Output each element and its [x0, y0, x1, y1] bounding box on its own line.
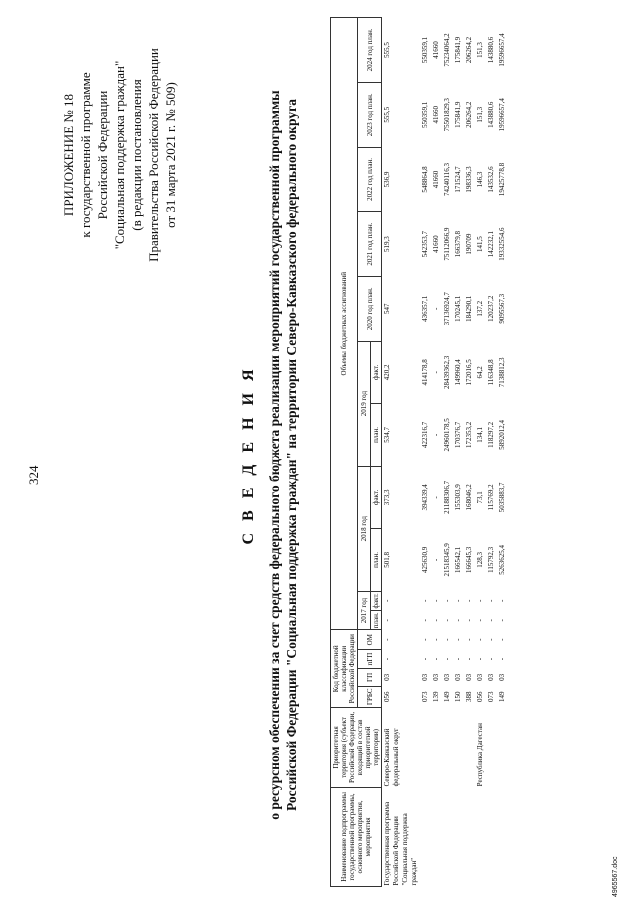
table-cell-pgp: - [383, 657, 391, 661]
table-cell-territory [497, 708, 508, 788]
table-cell-v22: 19425778,8 [498, 162, 506, 197]
table-cell-f18: 73,1 [476, 491, 484, 504]
table-cell-p17: - [465, 619, 473, 622]
table-cell-f19: - [432, 371, 440, 374]
table-cell-name [486, 787, 497, 886]
table-cell-f17: - [465, 599, 473, 603]
table-cell-v21: 75112066,9 [443, 227, 451, 261]
table-cell-om: - [465, 638, 473, 641]
table-row [497, 18, 508, 887]
table-row [420, 18, 431, 887]
code-pgp-header: пГП [358, 649, 382, 668]
table-cell-f18: 21188306,7 [443, 480, 451, 514]
page-number: 324 [26, 465, 41, 485]
table-cell-om: - [487, 638, 495, 641]
document-title [240, 45, 300, 865]
table-cell-v24: 555,5 [383, 42, 391, 58]
table-cell-v23: 550359,1 [421, 101, 429, 128]
table-cell-v20: 436357,1 [421, 295, 429, 322]
table-cell-v22: 171524,7 [454, 166, 462, 193]
table-cell-v20: 37136924,7 [443, 292, 451, 326]
year-2018-header: 2018 год [358, 466, 371, 591]
table-cell-f17: - [383, 599, 391, 603]
table-cell-territory [464, 708, 475, 788]
table-cell-v22: 198336,3 [465, 166, 473, 193]
table-cell-f18: 373,3 [383, 489, 391, 506]
table-cell-p17: - [454, 619, 462, 622]
table-cell-p19: 134,1 [476, 427, 484, 443]
table-cell-v23: 206264,2 [465, 101, 473, 128]
table-cell-pgp: - [421, 657, 429, 661]
code-grbs-header: ГРБС [358, 686, 382, 708]
year-2022-header: 2022 год план. [358, 147, 382, 212]
table-cell-f18: 168046,2 [465, 484, 473, 511]
table-cell-p18: 425630,9 [421, 546, 429, 574]
table-cell-f17: - [443, 599, 451, 603]
col-code-header: Код бюджетной классификации Российской Федерации [331, 630, 358, 708]
table-cell-p18: 115792,3 [487, 546, 495, 573]
table-cell-grbs: 073 [487, 691, 495, 703]
table-cell-v20: 9095567,3 [498, 293, 506, 324]
table-cell-territory: Северо-Кавказский федеральный округ [383, 728, 400, 787]
table-cell-v22: 146,3 [476, 171, 484, 188]
table-cell-pgp: - [454, 657, 462, 661]
table-cell-territory: Республика Дагестан [476, 723, 484, 787]
table-cell-gp: 03 [421, 673, 429, 681]
table-cell-f19: 149960,4 [454, 359, 462, 386]
table-cell-gp: 03 [432, 673, 440, 681]
table-cell-p17: - [498, 619, 506, 622]
table-cell-v23: 175841,9 [454, 101, 462, 128]
table-cell-v22: 536,9 [383, 171, 391, 188]
table-cell-om: - [498, 638, 506, 641]
table-cell-f17: - [498, 599, 506, 603]
plan-2019-header: план. [371, 404, 382, 467]
table-cell-p18: 166645,3 [465, 546, 473, 574]
fact-2019-header: факт. [371, 341, 382, 404]
table-cell-grbs: 150 [454, 691, 462, 703]
table-cell-p19: 118297,2 [487, 421, 495, 448]
table-cell-v24: 175841,9 [454, 36, 462, 64]
table-cell-f18: 115769,2 [487, 484, 495, 511]
table-cell-v24: 19596657,4 [498, 33, 506, 67]
table-cell-v22: 143532,6 [487, 166, 495, 193]
table-cell-name [431, 787, 442, 886]
table-cell-f17: - [476, 599, 484, 603]
table-cell-f19: 28439362,3 [443, 355, 451, 389]
table-cell-name [497, 787, 508, 886]
table-cell-v21: 142232,1 [487, 230, 495, 258]
table-cell-f18: 155303,9 [454, 484, 462, 511]
table-cell-f18: 394339,4 [421, 484, 429, 511]
appendix-line: Правительства Российской Федерации [146, 48, 161, 262]
table-cell-name [453, 787, 464, 886]
table-cell-v22: 41660 [432, 170, 440, 189]
appendix-line: к государственной программе [78, 72, 93, 238]
table-body [382, 18, 509, 887]
table-cell-v21: 190709 [465, 233, 473, 255]
table-cell-pgp: - [476, 657, 484, 661]
table-row [464, 18, 475, 887]
code-gp-header: ГП [358, 669, 382, 686]
table-cell-f19: 414178,8 [421, 359, 429, 386]
year-2023-header: 2023 год план. [358, 82, 382, 147]
table-cell-p18: 5263625,4 [498, 545, 506, 575]
table-cell-f17: - [421, 599, 429, 603]
table-cell-gp: 03 [443, 673, 451, 681]
year-2021-header: 2021 год план. [358, 212, 382, 277]
table-cell-gp: 03 [498, 673, 506, 681]
table-cell-v20: 184290,1 [465, 295, 473, 322]
appendix-line: "Социальная поддержка граждан" [112, 60, 127, 250]
heading: С В Е Д Е Н И Я [240, 365, 257, 545]
year-2017-header: 2017 год [358, 591, 371, 630]
table-cell-gp: 03 [465, 673, 473, 681]
table-cell-f19: 420,2 [383, 364, 391, 381]
table-row [442, 18, 453, 887]
table-cell-name [420, 787, 431, 886]
table-cell-f18: 5035883,7 [498, 482, 506, 513]
appendix-line: Российской Федерации [95, 90, 110, 220]
table-cell-v23: 41660 [432, 106, 440, 124]
table-row [486, 18, 497, 887]
table-cell-territory [486, 708, 497, 788]
table-cell-p17: - [383, 619, 391, 622]
table-cell-gp: 03 [383, 673, 391, 681]
table-cell-v21: 141,5 [476, 236, 484, 252]
document-id: 4965567.doc [612, 856, 619, 897]
table-cell-grbs: 056 [383, 691, 391, 703]
table-cell-v20: 137,2 [476, 300, 484, 317]
col-volumes-header: Объемы бюджетных ассигнований [331, 18, 358, 630]
table-cell-v23: 143880,6 [487, 101, 495, 128]
table-cell-grbs: 388 [465, 691, 473, 703]
appendix-line: от 31 марта 2021 г. № 509) [163, 82, 178, 228]
table-cell-p18: 166542,1 [454, 546, 462, 574]
table-cell-p17: - [432, 619, 440, 622]
table-cell-p19: - [432, 433, 440, 437]
table-cell-v22: 74240116,3 [443, 162, 451, 196]
table-cell-v23: 151,3 [476, 106, 484, 123]
appendix-title: ПРИЛОЖЕНИЕ № 18 [61, 93, 76, 217]
table-cell-f19: 64,2 [476, 366, 484, 379]
table-cell-territory [420, 708, 431, 788]
table-row [382, 18, 421, 887]
fact-2018-header: факт. [371, 466, 382, 529]
table-cell-v24: 151,3 [476, 42, 484, 58]
fact-2017-header: факт. [371, 591, 382, 610]
table-cell-name [464, 787, 475, 886]
code-om-header: ОМ [358, 630, 382, 649]
table-cell-om: - [443, 638, 451, 641]
table-row [431, 18, 442, 887]
table-cell-grbs: 056 [476, 691, 484, 703]
table-cell-v20: - [432, 307, 440, 310]
appendix-block [60, 35, 179, 275]
subheading-line-1: о ресурсном обеспечении за счет средств федерального бюджета реализации мероприятий государственной программы [267, 90, 282, 820]
table-cell-v24: 143880,6 [487, 36, 495, 64]
table-cell-f19: 116348,8 [487, 359, 495, 386]
table-cell-gp: 03 [476, 673, 484, 681]
table-cell-gp: 03 [454, 673, 462, 681]
plan-2017-header: план. [372, 612, 380, 629]
table-cell-pgp: - [432, 657, 440, 661]
table-cell-p18: 501,8 [383, 552, 391, 568]
year-2019-header: 2019 год [358, 341, 371, 466]
table-cell-p19: 5892012,4 [498, 420, 506, 450]
table-cell-f17: - [487, 599, 495, 603]
table-cell-p19: 170376,7 [454, 421, 462, 449]
table-cell-v23: 19596657,4 [498, 98, 506, 132]
table-cell-territory [453, 708, 464, 788]
table-cell-f19: 7138812,3 [498, 357, 506, 388]
table-cell-p19: 172353,2 [465, 421, 473, 449]
table-cell-name [442, 787, 453, 886]
table-cell-p19: 534,7 [383, 427, 391, 443]
table-cell-v21: 41660 [432, 235, 440, 253]
table-cell-v24: 41660 [432, 41, 440, 59]
table-cell-v20: 547 [383, 303, 391, 315]
table-cell-grbs: 139 [432, 691, 440, 703]
year-2020-header: 2020 год план. [358, 276, 382, 341]
table-cell-f18: - [432, 496, 440, 499]
table-cell-p17: - [476, 619, 484, 622]
table-cell-p19: 422316,7 [421, 421, 429, 449]
table-cell-p18: - [432, 558, 440, 562]
table-cell-v21: 542353,7 [421, 230, 429, 258]
table-cell-om: - [454, 638, 462, 641]
col-name-header: Наименование подпрограммы государственной программы, основного мероприятия, мероприятия [331, 787, 382, 886]
plan-2018-header: план. [371, 529, 382, 592]
table-cell-v20: 120237,2 [487, 295, 495, 322]
table-cell-p17: - [487, 619, 495, 622]
table-cell-pgp: - [465, 657, 473, 661]
table-cell-p17: - [421, 619, 429, 622]
table-cell-p19: 24960178,5 [443, 418, 451, 452]
table-cell-v24: 550359,1 [421, 36, 429, 64]
col-territory-header: Приоритетная территория (субъект Российской Федерации, входящий в состав приоритетной территории) [331, 708, 382, 788]
appendix-line: (в редакции постановления [129, 79, 144, 231]
budget-table [330, 17, 508, 887]
table-cell-territory [442, 708, 453, 788]
table-cell-v21: 166379,8 [454, 230, 462, 258]
year-2024-header: 2024 год план. [358, 18, 382, 83]
table-cell-v22: 548864,8 [421, 166, 429, 193]
table-cell-pgp: - [443, 657, 451, 661]
table-cell-om: - [421, 638, 429, 641]
table-cell-grbs: 073 [421, 691, 429, 703]
table-cell-pgp: - [498, 657, 506, 661]
table-cell-p18: 21518345,9 [443, 543, 451, 577]
table-cell-pgp: - [487, 657, 495, 661]
table-cell-p18: 128,3 [476, 552, 484, 568]
table-cell-name [475, 787, 486, 886]
table-row [453, 18, 464, 887]
table-row [475, 18, 486, 887]
table-cell-gp: 03 [487, 673, 495, 681]
table-cell-v24: 75234064,2 [443, 33, 451, 67]
table-cell-v21: 519,3 [383, 236, 391, 252]
table-cell-f19: 172016,5 [465, 359, 473, 386]
table-cell-v23: 75501829,3 [443, 98, 451, 132]
table-cell-v23: 555,5 [383, 106, 391, 123]
table-cell-v24: 206264,2 [465, 36, 473, 64]
table-cell-territory [431, 708, 442, 788]
table-cell-f17: - [432, 599, 440, 603]
table-cell-om: - [383, 638, 391, 641]
table-cell-v20: 170245,1 [454, 295, 462, 322]
table-cell-om: - [432, 638, 440, 641]
table-cell-grbs: 149 [443, 691, 451, 703]
table-cell-om: - [476, 638, 484, 641]
table-cell-name: Государственная программа Российской Федерации "Социальная поддержка граждан" [383, 801, 418, 886]
table-cell-v21: 19332554,6 [498, 227, 506, 261]
table-cell-f17: - [454, 599, 462, 603]
table-cell-grbs: 149 [498, 691, 506, 703]
subheading-line-2: Российской Федерации "Социальная поддержка граждан" на территории Северо-Кавказского федерального округа [284, 99, 299, 811]
table-cell-p17: - [443, 619, 451, 622]
